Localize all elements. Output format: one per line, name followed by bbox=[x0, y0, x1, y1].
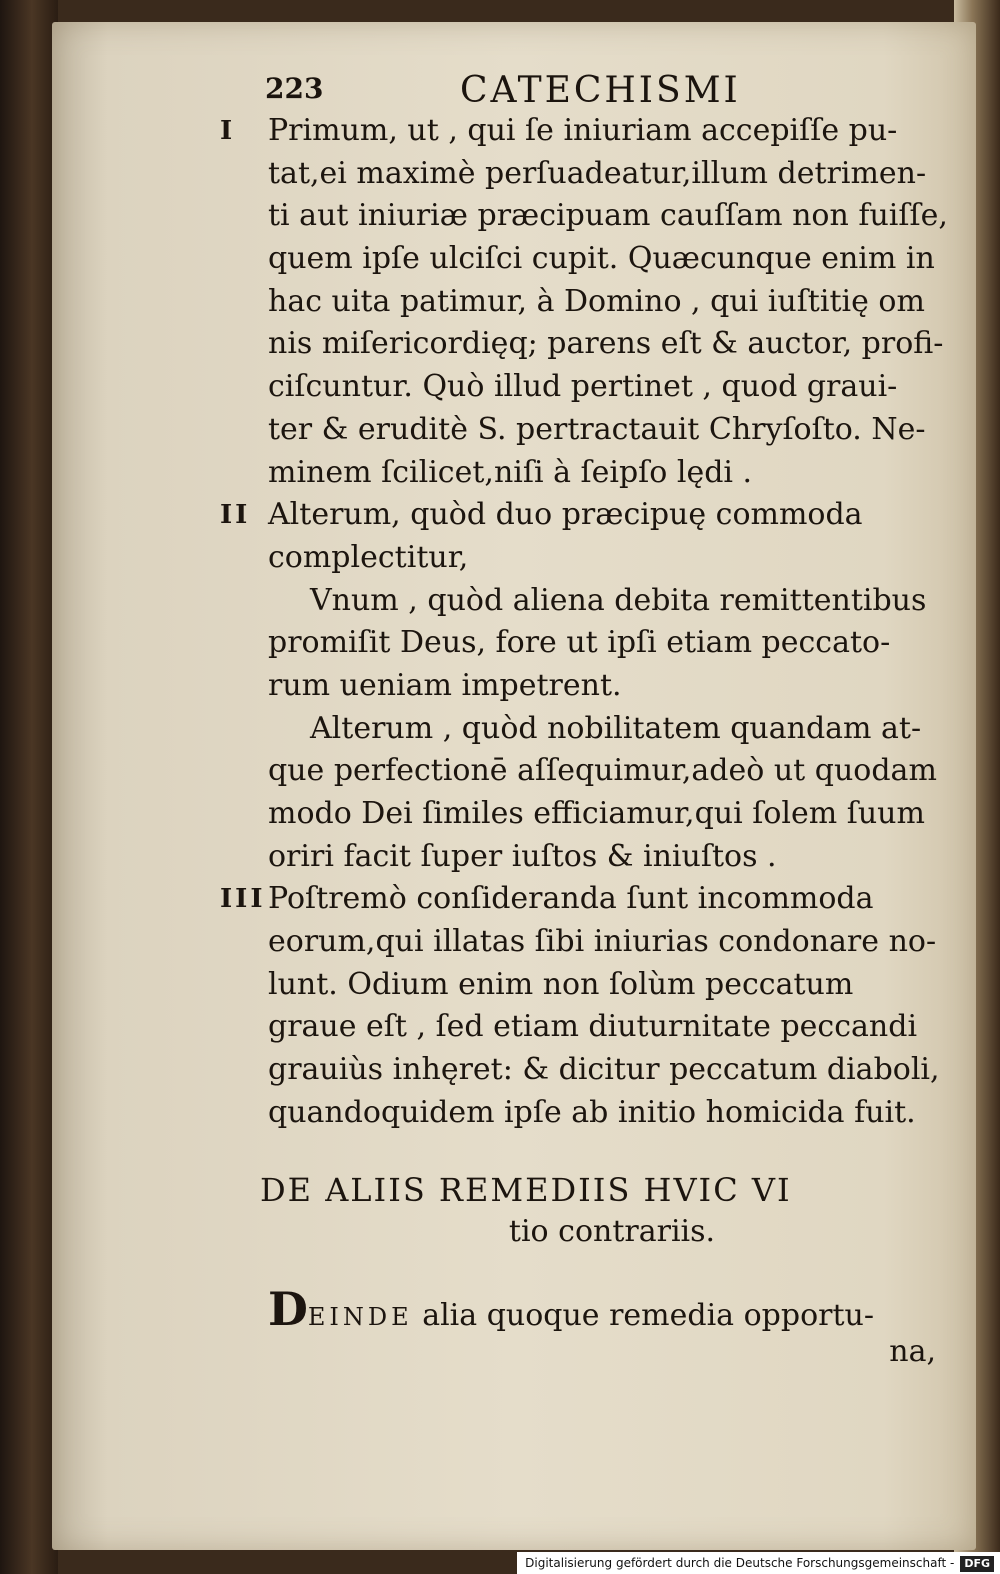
page-body bbox=[220, 110, 956, 1373]
line-text: oriri facit ſuper iuſtos & iniuſtos . bbox=[268, 838, 777, 874]
line-text: rum ueniam impetrent. bbox=[268, 667, 622, 703]
text-line bbox=[220, 195, 956, 238]
line-text: complectitur, bbox=[268, 539, 469, 575]
line-text: lunt. Odium enim non ſolùm peccatum bbox=[268, 966, 854, 1002]
line-text: modo Dei ſimiles efficiamur,qui ſolem ſuum bbox=[268, 796, 925, 831]
text-line bbox=[220, 153, 956, 196]
text-line bbox=[220, 793, 956, 836]
text-line bbox=[220, 750, 956, 793]
spacer bbox=[220, 1135, 956, 1169]
line-text: promiſit Deus, fore ut ipſi etiam peccato- bbox=[268, 625, 891, 661]
line-text: graue eſt , ſed etiam diuturnitate peccandi bbox=[268, 1009, 918, 1045]
line-text: quandoquidem ipſe ab initio homicida fuit. bbox=[268, 1094, 916, 1130]
line-text: que perfectionē aſſequimur,adeò ut quodam bbox=[268, 753, 937, 789]
line-text: nis miſericordięq; parens eſt & auctor, profi- bbox=[268, 326, 944, 362]
text-line bbox=[220, 537, 956, 580]
small-caps-word: EINDE bbox=[307, 1302, 413, 1331]
drop-capital: D bbox=[268, 1281, 308, 1336]
line-text: ciſcuntur. Quò illud pertinet , quod graui- bbox=[268, 369, 898, 405]
line-text: ti aut iniuriæ præcipuam cauſſam non fuiſſe, bbox=[268, 198, 948, 234]
book-spine-edge bbox=[0, 0, 58, 1574]
text-line bbox=[220, 580, 956, 623]
line-text: eorum,qui illatas ſibi iniurias condonare no- bbox=[268, 924, 937, 960]
spacer bbox=[220, 1254, 956, 1288]
text-line bbox=[220, 366, 956, 409]
line-text: Alterum, quòd duo præcipuę commoda bbox=[268, 497, 863, 533]
text-line bbox=[220, 708, 956, 751]
text-line bbox=[220, 878, 956, 921]
line-text: Alterum , quòd nobilitatem quandam at- bbox=[310, 710, 922, 746]
paragraph-opening bbox=[220, 1281, 956, 1336]
text-line bbox=[220, 494, 956, 537]
text-line bbox=[220, 836, 956, 879]
page-number: 223 bbox=[265, 72, 324, 105]
line-text: alia quoque remedia opportu- bbox=[412, 1297, 874, 1333]
dfg-logo: DFG bbox=[960, 1556, 994, 1572]
item-marker: III bbox=[220, 884, 266, 915]
text-line bbox=[220, 238, 956, 281]
section-heading-continuation: tio contrariis. bbox=[508, 1214, 716, 1250]
line-text: hac uita patimur, à Domino , qui iuſtitię om bbox=[268, 283, 925, 319]
credit-text: Digitalisierung gefördert durch die Deutsche Forschungsgemeinschaft - bbox=[525, 1556, 955, 1570]
line-text: quem ipſe ulciſci cupit. Quæcunque enim in bbox=[268, 241, 935, 277]
text-line bbox=[220, 1006, 956, 1049]
text-line bbox=[220, 1049, 956, 1092]
text-line bbox=[220, 452, 956, 495]
line-text: grauiùs inhęret: & dicitur peccatum diaboli, bbox=[268, 1052, 940, 1088]
text-line bbox=[220, 409, 956, 452]
line-text: Poſtremò conſideranda ſunt incommoda bbox=[268, 881, 874, 917]
text-line bbox=[220, 281, 956, 324]
digitization-credit bbox=[517, 1552, 1000, 1574]
line-text: ter & eruditè S. pertractauit Chryſoſto. Ne- bbox=[268, 411, 926, 447]
text-line bbox=[220, 1092, 956, 1135]
running-title: CATECHISMI bbox=[460, 70, 741, 111]
text-line bbox=[220, 964, 956, 1007]
section-heading: DE ALIIS REMEDIIS HVIC VI bbox=[260, 1170, 792, 1209]
item-marker: II bbox=[220, 500, 251, 531]
text-line bbox=[220, 665, 956, 708]
item-marker: I bbox=[220, 116, 236, 146]
line-text: Vnum , quòd aliena debita remittentibus bbox=[310, 582, 927, 618]
line-text: Primum, ut , qui ſe iniuriam accepiſſe pu- bbox=[268, 113, 898, 148]
text-line bbox=[220, 622, 956, 665]
text-line bbox=[220, 323, 956, 366]
text-line bbox=[220, 110, 956, 153]
text-line bbox=[220, 921, 956, 964]
line-text: tat,ei maximè perſuadeatur,illum detrimen- bbox=[268, 155, 927, 191]
catchword: na, bbox=[889, 1333, 936, 1369]
line-text: minem ſcilicet,niſi à ſeipſo lędi . bbox=[268, 454, 753, 490]
